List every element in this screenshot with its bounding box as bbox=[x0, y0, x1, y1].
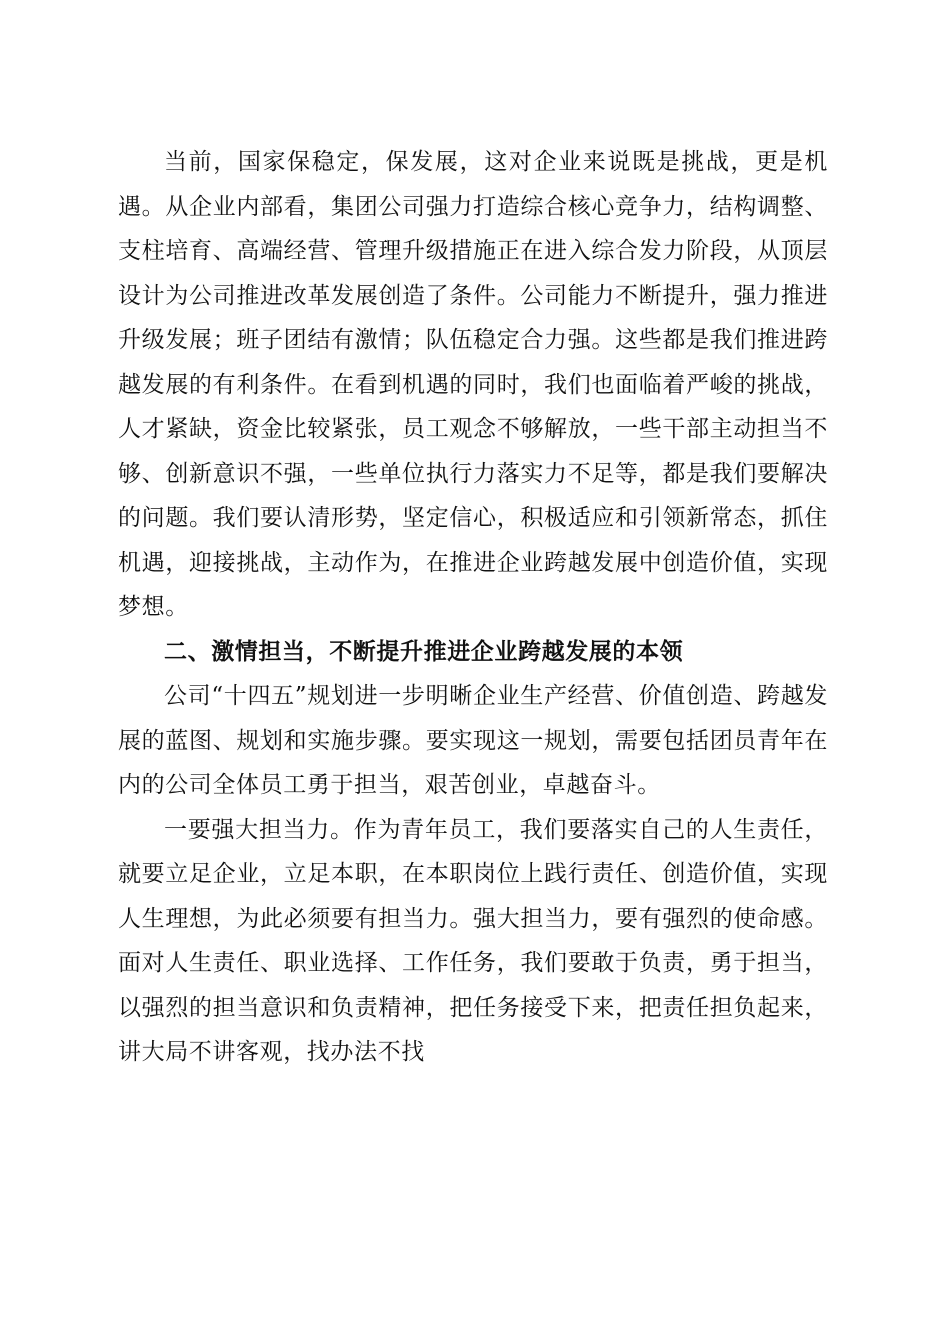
paragraph-responsibility: 一要强大担当力。作为青年员工，我们要落实自己的人生责任，就要立足企业，立足本职，在本职岗位上践行责任、创造价值，实现人生理想，为此必须要有担当力。强大担当力，要有强烈的使命感。面对人生责任、职业选择、工作任务，我们要敢于负责，勇于担当，以强烈的担当意识和负责精神，把任务接受下来，把责任担负起来，讲大局不讲客观，找办法不找 bbox=[118, 816, 828, 1065]
paragraph-plan: 公司“十四五”规划进一步明晰企业生产经营、价值创造、跨越发展的蓝图、规划和实施步骤。要实现这一规划，需要包括团员青年在内的公司全体员工勇于担当，艰苦创业，卓越奋斗。 bbox=[118, 683, 828, 798]
paragraph-situation: 当前，国家保稳定，保发展，这对企业来说既是挑战，更是机遇。从企业内部看，集团公司强力打造综合核心竞争力，结构调整、支柱培育、高端经营、管理升级措施正在进入综合发力阶段，从顶层设计为公司推进改革发展创造了条件。公司能力不断提升，强力推进升级发展；班子团结有激情；队伍稳定合力强。这些都是我们推进跨越发展的有利条件。在看到机遇的同时，我们也面临着严峻的挑战，人才紧缺，资金比较紧张，员工观念不够解放，一些干部主动担当不够、创新意识不强，一些单位执行力落实力不足等，都是我们要解决的问题。我们要认清形势，坚定信心，积极适应和引领新常态，抓住机遇，迎接挑战，主动作为，在推进企业跨越发展中创造价值，实现梦想。 bbox=[118, 149, 828, 620]
section-heading: 二、激情担当，不断提升推进企业跨越发展的本领 bbox=[164, 638, 684, 665]
document-body bbox=[118, 140, 828, 1075]
